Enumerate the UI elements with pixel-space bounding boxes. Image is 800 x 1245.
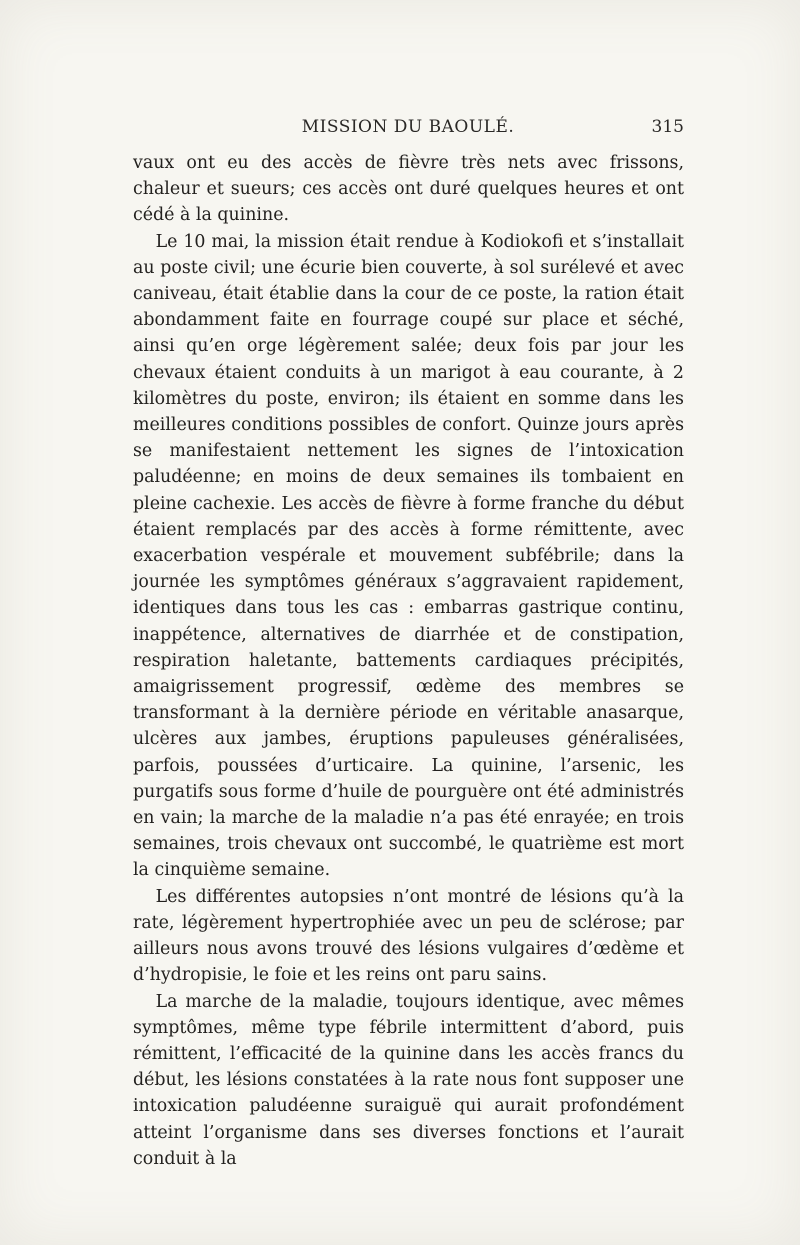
paragraph: Le 10 mai, la mission était rendue à Kodiokofi et s’installait au poste civil; une écurie bien couverte, à sol surélevé et avec caniveau, était établie dans la cour de ce poste, la ration était abondamment faite en fourrage coupé sur place et séché, ainsi qu’en orge légèrement salée; deux fois par jour les chevaux étaient conduits à un marigot à eau courante, à 2 kilomètres du poste, environ; ils étaient en somme dans les meilleures conditions possibles de confort. Quinze jours après se manifestaient nettement les signes de l’intoxication paludéenne; en moins de deux semaines ils tombaient en pleine cachexie. Les accès de fièvre à forme franche du début étaient remplacés par des accès à forme rémittente, avec exacerbation vespérale et mouvement subfébrile; dans la journée les symptômes généraux s’aggravaient rapidement, identiques dans tous les cas : embarras gastrique continu, inappétence, alternatives de diarrhée et de constipation, respiration haletante, battements cardiaques précipités, amaigrissement progressif, œdème des membres se transformant à la dernière période en véritable anasarque, ulcères aux jambes, éruptions papuleuses généralisées, parfois, poussées d’urticaire. La quinine, l’arsenic, les purgatifs sous forme d’huile de pourguère ont été administrés en vain; la marche de la maladie n’a pas été enrayée; en trois semaines, trois chevaux ont succombé, le quatrième est mort la cinquième semaine. bbox=[133, 231, 684, 881]
paragraph: La marche de la maladie, toujours identique, avec mêmes symptômes, même type fébrile intermittent d’abord, puis rémittent, l’efficacité de la quinine dans les accès francs du début, les lésions constatées à la rate nous font supposer une intoxication paludéenne suraiguë qui aurait profondément atteint l’organisme dans ses diverses fonctions et l’aurait conduit à la bbox=[133, 991, 684, 1169]
paragraph-continuation: vaux ont eu des accès de fièvre très nets avec frissons, chaleur et sueurs; ces accès ont duré quelques heures et ont cédé à la quinine. bbox=[133, 153, 684, 226]
body-text bbox=[133, 150, 684, 1172]
page-number: 315 bbox=[651, 117, 684, 137]
paragraph: Les différentes autopsies n’ont montré de lésions qu’à la rate, légèrement hypertrophiée avec un peu de sclérose; par ailleurs nous avons trouvé des lésions vulgaires d’œdème et d’hydropisie, le foie et les reins ont paru sains. bbox=[133, 886, 684, 986]
running-title: MISSION DU BAOULÉ. bbox=[301, 117, 515, 137]
page-header bbox=[132, 117, 684, 143]
